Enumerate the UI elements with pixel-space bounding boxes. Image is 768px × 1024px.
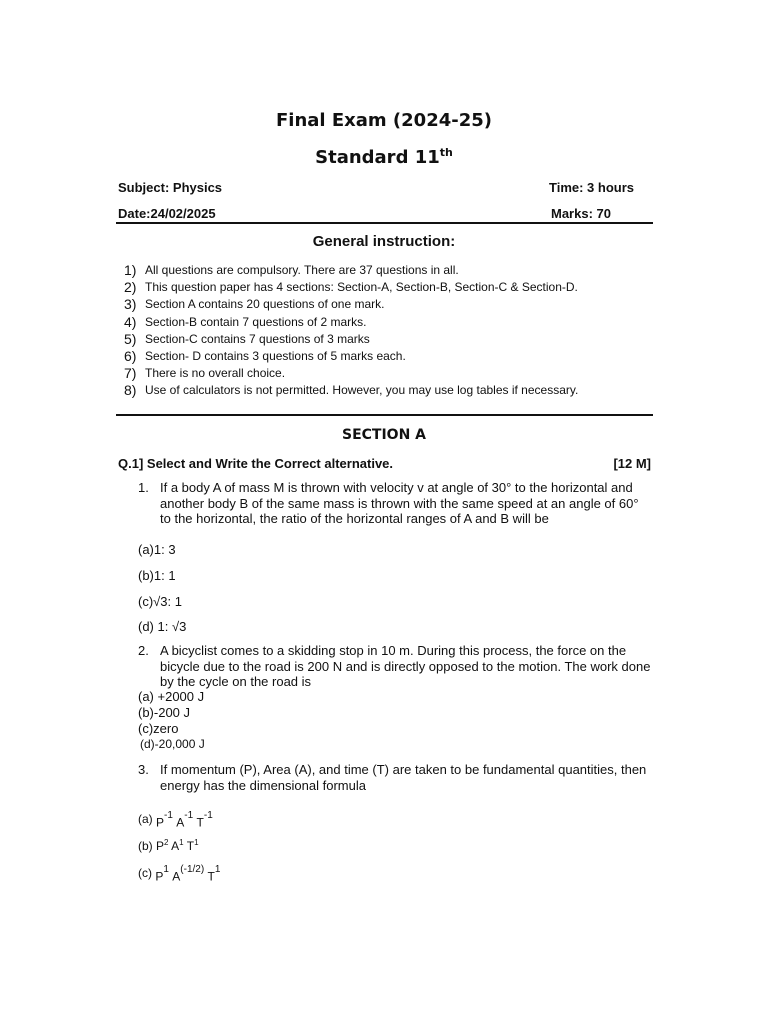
q3-option-b <box>138 838 199 853</box>
p-symbol: P <box>156 839 165 853</box>
p-exponent: 2 <box>164 838 169 847</box>
q1-option-b: (b)1: 1 <box>138 568 176 583</box>
instruction-number: 3) <box>124 296 137 313</box>
question-number: 3. <box>138 762 149 777</box>
q2-option-c: (c)zero <box>138 721 179 736</box>
p-exponent: -1 <box>164 810 173 821</box>
q2-option-b: (b)-200 J <box>138 705 191 720</box>
q1-option-a: (a)1: 3 <box>138 542 176 557</box>
q1-option-d: (d) 1: √3 <box>138 619 187 634</box>
instruction-number: 4) <box>124 313 137 330</box>
exam-title: Final Exam (2024-25) <box>275 110 492 131</box>
instruction-text: Section A contains 20 questions of one mark. <box>145 297 385 312</box>
a-exponent: 1 <box>179 838 184 847</box>
instruction-text: Section-B contain 7 questions of 2 marks. <box>145 314 367 329</box>
instruction-item <box>124 279 578 296</box>
a-symbol: A <box>176 815 185 830</box>
instruction-divider <box>116 414 653 416</box>
instruction-text: This question paper has 4 sections: Section-A, Section-B, Section-C & Section-D. <box>145 280 578 295</box>
a-symbol: A <box>171 839 180 853</box>
question-1 <box>138 480 652 527</box>
general-instruction-heading: General instruction: <box>312 233 456 250</box>
instruction-item <box>124 262 578 279</box>
option-label: (c) <box>138 866 152 880</box>
standard-superscript: th <box>439 146 453 159</box>
p-exponent: 1 <box>163 864 169 875</box>
t-exponent: 1 <box>194 838 199 847</box>
question-group-header <box>118 456 651 471</box>
instruction-item <box>124 365 578 382</box>
instruction-text: There is no overall choice. <box>145 366 286 381</box>
question-text: If a body A of mass M is thrown with velocity v at angle of 30° to the horizontal and another body B of the same mass is thrown with the same speed at an angle of 60° to the horizontal, the ratio of the horizontal ranges of A and B will be <box>160 480 639 526</box>
t-exponent: -1 <box>203 810 213 821</box>
q3-option-c <box>138 864 220 883</box>
instruction-list <box>124 262 578 400</box>
q3-option-a <box>138 810 213 829</box>
q2-option-a: (a) +2000 J <box>138 689 205 704</box>
p-symbol: P <box>156 815 165 830</box>
instruction-text: All questions are compulsory. There are 37 questions in all. <box>145 263 459 277</box>
question-number: 1. <box>138 480 149 495</box>
instruction-item <box>124 314 578 331</box>
standard-heading <box>0 146 768 168</box>
instruction-number: 7) <box>124 365 137 382</box>
instruction-number: 2) <box>124 279 137 296</box>
option-label: (b) <box>138 839 153 853</box>
instruction-number: 1) <box>124 262 137 278</box>
time-label: Time: 3 hours <box>549 180 635 195</box>
marks-label: Marks: 70 <box>551 206 611 221</box>
question-text: A bicyclist comes to a skidding stop in 10 m. During this process, the force on the bicycle due to the road is 200 N and is directly opposed to the motion. The work done by the cycle on the road is <box>160 643 651 689</box>
a-symbol: A <box>172 869 181 884</box>
t-symbol: T <box>196 815 204 830</box>
instruction-item <box>124 331 578 348</box>
instruction-item <box>124 296 578 313</box>
section-heading: SECTION A <box>341 427 426 443</box>
instruction-text: Use of calculators is not permitted. However, you may use log tables if necessary. <box>145 383 579 398</box>
date-label: Date:24/02/2025 <box>118 206 216 221</box>
a-exponent: (-1/2) <box>180 864 205 875</box>
t-symbol: T <box>207 869 215 884</box>
instruction-number: 8) <box>124 382 137 399</box>
instruction-number: 5) <box>124 330 137 347</box>
q1-option-c: (c)√3: 1 <box>138 594 182 609</box>
instruction-number: 6) <box>124 347 137 364</box>
option-label: (a) <box>138 812 153 826</box>
header-divider <box>116 222 653 224</box>
instruction-item <box>124 382 578 399</box>
instruction-text: Section- D contains 3 questions of 5 marks each. <box>145 348 406 363</box>
question-text: If momentum (P), Area (A), and time (T) are taken to be fundamental quantities, then energy has the dimensional formula <box>160 762 647 793</box>
question-number: 2. <box>138 643 149 658</box>
question-group-marks: [12 M] <box>613 456 651 471</box>
t-symbol: T <box>186 839 195 853</box>
instruction-item <box>124 348 578 365</box>
question-3 <box>138 762 652 793</box>
subject-label: Subject: Physics <box>118 180 223 195</box>
t-exponent: 1 <box>214 864 221 875</box>
standard-text: Standard 11 <box>315 147 440 168</box>
question-group-label: Q.1] Select and Write the Correct alternative. <box>118 456 394 471</box>
p-symbol: P <box>155 869 164 884</box>
q2-option-d: (d)-20,000 J <box>140 737 205 751</box>
question-2 <box>138 643 652 690</box>
instruction-text: Section-C contains 7 questions of 3 marks <box>145 331 370 346</box>
a-exponent: -1 <box>184 810 194 821</box>
